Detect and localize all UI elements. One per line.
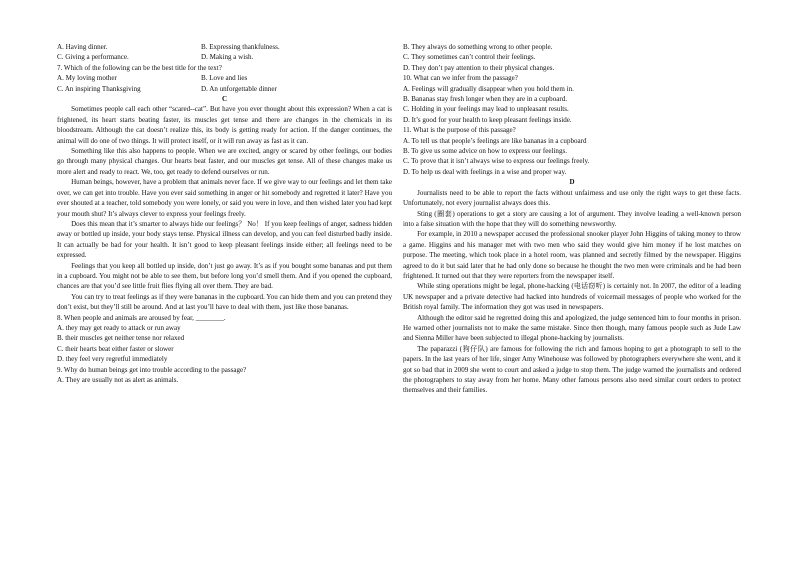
- q9-option-c: C. They sometimes can’t control their feelings.: [403, 53, 536, 62]
- q9-option-d: D. They don’t pay attention to their physical changes.: [403, 63, 555, 72]
- question-7: 7. Which of the following can be the best title for the text?: [57, 63, 222, 72]
- q7-options-row-2: [57, 84, 392, 94]
- q7-option-d: D. An unforgettable dinner: [201, 84, 277, 93]
- q11-option-a: A. To tell us that people’s feelings are like bananas in a cupboard: [403, 136, 587, 145]
- q10-option-a: A. Feelings will gradually disappear when you hold them in.: [403, 84, 574, 93]
- passage-c-paragraph-5: Feelings that you keep all bottled up inside, don’t just go away. It’s as if you bought some bananas and put them in a cupboard. You might not be able to see them, but before long you’d smell them. And if you opened the cupboard, chances are that you’d see little fruit flies flying all over them. They are bad.: [57, 261, 392, 291]
- left-column: [57, 42, 392, 385]
- passage-d-paragraph-1: Journalists need to be able to report the facts without unfairness and use only the right ways to get these facts. Unfortunately, not every journalist always does this.: [403, 188, 741, 208]
- section-c-heading: C: [221, 95, 228, 104]
- passage-c-paragraph-2: Something like this also happens to people. When we are excited, angry or scared by other feelings, our bodies go through many physical changes. Our hearts beat faster, and our muscles get tense. All of these changes make us more alert and ready to react. We, too, get ready to defend ourselves or run.: [57, 147, 392, 176]
- question-11: 11. What is the purpose of this passage?: [403, 126, 516, 135]
- passage-c-paragraph-4: Does this mean that it’s smarter to always hide our feelings？ No！ If you keep feelings of anger, sadness hidden away or bottled up inside, your body stays tense. Physical illness can develop, and you can feel disturbed badly inside. It can actually be bad for your health. It isn’t good to keep pleasant feelings inside either; all feelings need to be expressed.: [57, 219, 392, 260]
- passage-c-paragraph-1: Sometimes people call each other “scared--cat”. But have you ever thought about this expression? When a cat is frightened, its heart starts beating faster, its muscles get tense and there are changes in the chemicals in its bloodstream. Although the cat doesn’t realize this, its body is getting ready for action. If the danger continues, the animal will do one of two things. It will protect itself, or it will run away as fast as it can.: [57, 105, 392, 145]
- q10-option-c: C. Holding in your feelings may lead to unpleasant results.: [403, 105, 569, 114]
- q9-option-b: B. They always do something wrong to other people.: [403, 43, 553, 51]
- right-column: [403, 42, 741, 396]
- q10-option-d: D. It’s good for your health to keep pleasant feelings inside.: [403, 115, 572, 124]
- passage-d-paragraph-6: The paparazzi (狗仔队) are famous for following the rich and famous hoping to get a photograph to sell to the papers. In the last years of her life, singer Amy Winehouse was followed by photographers everywhere she went, and it got so bad that in 2009 she went to court and asked a judge to stop them. The judge warned the journalists and ordered the photographers to stay away from her home. Many other famous persons also need similar court orders to protect themselves and their families.: [403, 344, 741, 395]
- q11-option-b: B. To give us some advice on how to express our feelings.: [403, 147, 567, 156]
- passage-d-paragraph-3: For example, in 2010 a newspaper accused the professional snooker player John Higgins of taking money to throw a game. Higgins and his manager met with two men who said they would give him money if he lost matches on purpose. The meeting, which took place in a hotel room, was planned and secretly filmed by the newspaper. Higgins agreed to do it but said later that he had only done so because he thought the two men were criminals and he had been frightened. It turned out that they were reporters from the newspaper itself.: [403, 230, 741, 280]
- question-8: 8. When people and animals are aroused by fear, ________.: [57, 313, 226, 322]
- q8-option-c: C. their hearts beat either faster or slower: [57, 344, 174, 353]
- q6-option-b: B. Expressing thankfulness.: [201, 43, 280, 51]
- q7-options-row-1: [57, 73, 392, 83]
- q10-option-b: B. Bananas stay fresh longer when they are in a cupboard.: [403, 95, 567, 104]
- q8-option-a: A. they may get ready to attack or run away: [57, 323, 181, 332]
- q6-options-row-2: [57, 52, 392, 62]
- q11-option-c: C. To prove that it isn’t always wise to express our feelings freely.: [403, 157, 590, 166]
- q9-option-a: A. They are usually not as alert as animals.: [57, 376, 179, 384]
- q6-options-row-1: [57, 42, 392, 52]
- q11-option-d: D. To help us deal with feelings in a wise and proper way.: [403, 167, 567, 176]
- section-d-heading: D: [569, 178, 575, 187]
- passage-d-paragraph-4: While sting operations might be legal, phone-hacking (电话窃听) is certainly not. In 2007, the editor of a leading UK newspaper and a private detective had hacked into hundreds of voicemail messages of people who worked for the British royal family. The information they got was used in newspapers.: [403, 282, 741, 312]
- q7-option-c: C. An inspiring Thanksgiving: [57, 84, 141, 93]
- q7-option-a: A. My loving mother: [57, 74, 117, 83]
- q8-option-d: D. they feel very regretful immediately: [57, 355, 168, 364]
- q6-option-c: C. Giving a performance.: [57, 53, 129, 62]
- q6-option-d: D. Making a wish.: [201, 53, 254, 62]
- passage-d-paragraph-5: Although the editor said he regretted doing this and apologized, the judge sentenced him to four months in prison. He warned other journalists not to make the same mistake. Since then though, many famous people such as Jude Law and Sienna Miller have been subjected to illegal phone-hacking by journalists.: [403, 313, 741, 343]
- q7-option-b: B. Love and lies: [201, 74, 248, 83]
- passage-d-paragraph-2: Sting (圈套) operations to get a story are causing a lot of argument. They involve leading a well-known person into a false situation with the hope that they will do something newsworthy.: [403, 209, 741, 228]
- q6-option-a: A. Having dinner.: [57, 43, 108, 51]
- question-9: 9. Why do human beings get into trouble according to the passage?: [57, 365, 247, 374]
- q8-option-b: B. their muscles get neither tense nor relaxed: [57, 334, 185, 343]
- question-10: 10. What can we infer from the passage?: [403, 74, 518, 83]
- passage-c-paragraph-3: Human beings, however, have a problem that animals never face. If we give way to our feelings and let them take over, we can get into trouble. Have you ever said something in anger or hit somebody and regretted it later? Have you ever shouted at a teacher, told somebody you were lonely, or said you were in love, and then wished later you had kept your mouth shut? It’s always clever to express your feelings freely.: [57, 178, 392, 218]
- passage-c-paragraph-6: You can try to treat feelings as if they were bananas in the cupboard. You can hide them and you can pretend they don’t exist, but they’ll still be around. And at last you’ll have to deal with them, just like those bananas.: [57, 292, 392, 312]
